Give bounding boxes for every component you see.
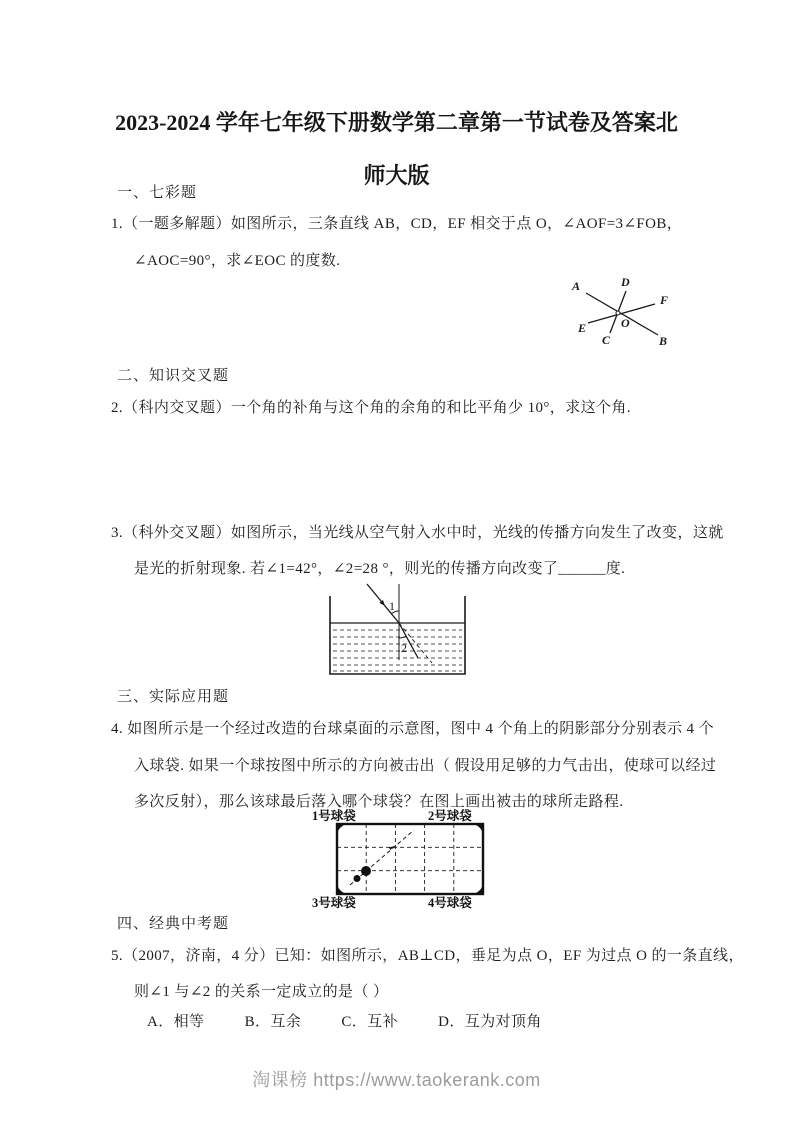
question-3-line-2: 是光的折射现象. 若∠1=42°，∠2=28 °，则光的传播方向改变了______度. [134, 561, 626, 577]
pocket-3-shape [337, 882, 349, 894]
question-4-line-3: 多次反射），那么该球最后落入哪个球袋？在图上画出被击的球所走路程. [134, 794, 624, 810]
question-3-diagram [325, 580, 475, 680]
cue-ball-large [361, 866, 371, 876]
question-5-options [147, 1012, 542, 1032]
question-4-diagram [300, 808, 500, 910]
option-b: B．互余 [244, 1014, 302, 1030]
point-label-o: O [621, 316, 630, 330]
section-4-heading: 四、经典中考题 [117, 916, 230, 932]
billiard-table-figure [300, 808, 500, 910]
pocket-2-shape [471, 824, 483, 836]
option-c: C．互补 [341, 1014, 398, 1030]
angle-2-arc [399, 636, 406, 638]
refraction-figure [325, 580, 475, 680]
question-1-diagram [566, 274, 700, 364]
page-title-line-2: 师大版 [363, 163, 430, 188]
three-lines-figure [566, 274, 700, 364]
section-2-heading: 二、知识交叉题 [117, 368, 230, 384]
point-label-d: D [621, 275, 630, 289]
point-label-c: C [602, 333, 611, 347]
pocket-1-shape [337, 824, 349, 837]
question-1-line-1: 1.（一题多解题）如图所示，三条直线 AB，CD，EF 相交于点 O，∠AOF=3∠FOB， [111, 216, 683, 232]
question-5-line-1: 5.（2007，济南，4 分）已知：如图所示，AB⊥CD，垂足为点 O，EF 为过点 O 的一条直线， [111, 948, 744, 964]
question-1-line-2: ∠AOC=90°，求∠EOC 的度数. [134, 253, 341, 269]
question-3-line-1: 3.（科外交叉题）如图所示，当光线从空气射入水中时，光线的传播方向发生了改变，这就 [111, 525, 724, 541]
angle-1-label: 1 [389, 599, 395, 613]
table-border [337, 824, 483, 894]
question-4-line-1: 4. 如图所示是一个经过改造的台球桌面的示意图，图中 4 个角上的阴影部分分别表示 4 个 [111, 721, 715, 737]
page-footer [0, 1066, 793, 1092]
water-hatch-lines [333, 630, 462, 671]
footer-site-name: 淘课榜 [252, 1070, 308, 1090]
question-5-line-2: 则∠1 与∠2 的关系一定成立的是（ ） [134, 984, 389, 1000]
pocket-2-label: 2号球袋 [428, 809, 472, 823]
point-label-e: E [578, 321, 587, 335]
question-4-line-2: 入球袋. 如果一个球按图中所示的方向被击出（ 假设用足够的力气击出，使球可以经过 [134, 758, 717, 774]
page-title-line-1: 2023-2024 学年七年级下册数学第二章第一节试卷及答案北 [115, 110, 678, 135]
point-label-a: A [572, 279, 581, 293]
option-d: D．互为对顶角 [438, 1014, 542, 1030]
point-label-f: F [660, 293, 669, 307]
point-o-dot [616, 311, 620, 315]
pocket-3-label: 3号球袋 [312, 896, 356, 910]
ball-path-arrowhead [389, 846, 395, 850]
option-a: A．相等 [147, 1014, 205, 1030]
pocket-4-label: 4号球袋 [428, 896, 472, 910]
point-label-b: B [659, 334, 668, 348]
section-1-heading: 一、七彩题 [117, 185, 198, 201]
angle-2-label: 2 [401, 641, 407, 655]
pocket-4-shape [471, 882, 483, 894]
question-2-line-1: 2.（科内交叉题）一个角的补角与这个角的余角的和比平角少 10°，求这个角. [111, 400, 631, 416]
pocket-1-label: 1号球袋 [312, 809, 356, 823]
footer-link[interactable]: https://www.taokerank.com [313, 1070, 541, 1090]
cue-ball-small [354, 875, 361, 882]
water-tank-outline [330, 596, 465, 674]
section-3-heading: 三、实际应用题 [117, 689, 230, 705]
table-grid-lines [337, 824, 483, 894]
